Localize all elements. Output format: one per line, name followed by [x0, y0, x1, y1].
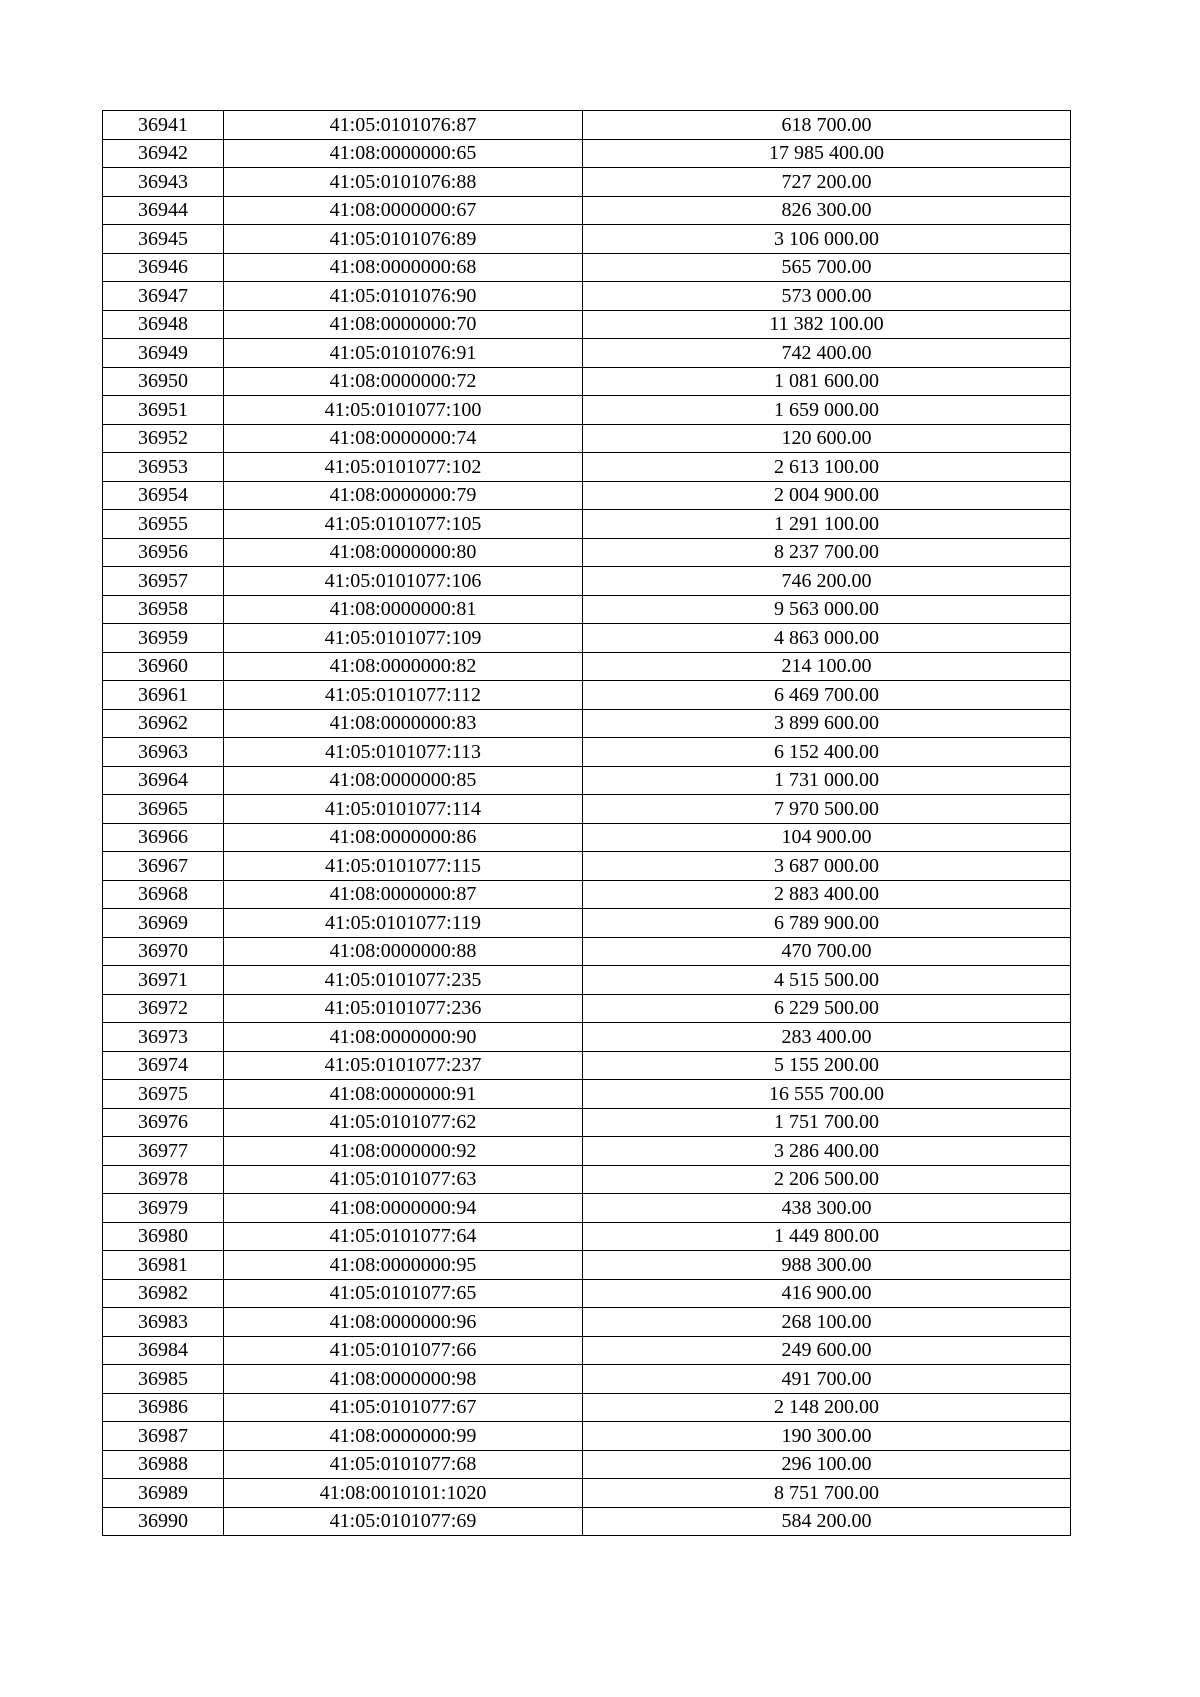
cadastral-value-cell: 3 687 000.00	[583, 852, 1071, 881]
cadastral-value-cell: 283 400.00	[583, 1023, 1071, 1052]
table-row	[103, 1450, 1071, 1479]
table-row	[103, 168, 1071, 197]
row-number-cell: 36961	[103, 681, 224, 710]
row-number-cell: 36964	[103, 766, 224, 795]
table-row	[103, 1194, 1071, 1223]
table-row	[103, 1051, 1071, 1080]
cadastral-number-cell: 41:08:0000000:92	[224, 1137, 583, 1166]
cadastral-value-cell: 3 899 600.00	[583, 709, 1071, 738]
cadastral-value-cell: 573 000.00	[583, 282, 1071, 311]
cadastral-value-cell: 2 613 100.00	[583, 453, 1071, 482]
table-row	[103, 510, 1071, 539]
table-row	[103, 766, 1071, 795]
row-number-cell: 36973	[103, 1023, 224, 1052]
table-row	[103, 1279, 1071, 1308]
cadastral-number-cell: 41:05:0101077:65	[224, 1279, 583, 1308]
row-number-cell: 36972	[103, 994, 224, 1023]
cadastral-value-cell: 6 152 400.00	[583, 738, 1071, 767]
row-number-cell: 36942	[103, 139, 224, 168]
cadastral-number-cell: 41:08:0000000:82	[224, 652, 583, 681]
cadastral-number-cell: 41:08:0000000:85	[224, 766, 583, 795]
cadastral-value-cell: 2 148 200.00	[583, 1393, 1071, 1422]
cadastral-value-cell: 1 731 000.00	[583, 766, 1071, 795]
cadastral-number-cell: 41:05:0101077:113	[224, 738, 583, 767]
cadastral-value-cell: 2 883 400.00	[583, 880, 1071, 909]
table-row	[103, 1308, 1071, 1337]
table-row	[103, 111, 1071, 140]
cadastral-value-cell: 8 751 700.00	[583, 1479, 1071, 1508]
cadastral-number-cell: 41:05:0101077:109	[224, 624, 583, 653]
table-row	[103, 738, 1071, 767]
cadastral-value-cell: 1 291 100.00	[583, 510, 1071, 539]
row-number-cell: 36948	[103, 310, 224, 339]
cadastral-number-cell: 41:08:0000000:98	[224, 1365, 583, 1394]
table-row	[103, 367, 1071, 396]
cadastral-value-cell: 618 700.00	[583, 111, 1071, 140]
row-number-cell: 36985	[103, 1365, 224, 1394]
cadastral-value-cell: 1 751 700.00	[583, 1108, 1071, 1137]
row-number-cell: 36950	[103, 367, 224, 396]
table-row	[103, 994, 1071, 1023]
table-row	[103, 567, 1071, 596]
table-row	[103, 909, 1071, 938]
cadastral-value-cell: 296 100.00	[583, 1450, 1071, 1479]
cadastral-value-cell: 727 200.00	[583, 168, 1071, 197]
table-row	[103, 795, 1071, 824]
table-row	[103, 225, 1071, 254]
row-number-cell: 36989	[103, 1479, 224, 1508]
cadastral-value-cell: 470 700.00	[583, 937, 1071, 966]
row-number-cell: 36951	[103, 396, 224, 425]
cadastral-number-cell: 41:08:0000000:74	[224, 424, 583, 453]
row-number-cell: 36990	[103, 1507, 224, 1536]
cadastral-value-table	[102, 110, 1071, 1536]
cadastral-value-cell: 249 600.00	[583, 1336, 1071, 1365]
row-number-cell: 36966	[103, 823, 224, 852]
row-number-cell: 36953	[103, 453, 224, 482]
row-number-cell: 36943	[103, 168, 224, 197]
cadastral-value-cell: 4 515 500.00	[583, 966, 1071, 995]
cadastral-number-cell: 41:05:0101077:237	[224, 1051, 583, 1080]
cadastral-value-cell: 11 382 100.00	[583, 310, 1071, 339]
cadastral-value-cell: 17 985 400.00	[583, 139, 1071, 168]
cadastral-number-cell: 41:08:0000000:65	[224, 139, 583, 168]
table-row	[103, 139, 1071, 168]
row-number-cell: 36982	[103, 1279, 224, 1308]
table-row	[103, 310, 1071, 339]
row-number-cell: 36984	[103, 1336, 224, 1365]
cadastral-number-cell: 41:05:0101077:67	[224, 1393, 583, 1422]
row-number-cell: 36979	[103, 1194, 224, 1223]
cadastral-number-cell: 41:05:0101076:89	[224, 225, 583, 254]
cadastral-number-cell: 41:05:0101076:90	[224, 282, 583, 311]
table-row	[103, 453, 1071, 482]
table-row	[103, 1165, 1071, 1194]
cadastral-number-cell: 41:05:0101077:106	[224, 567, 583, 596]
table-row	[103, 681, 1071, 710]
row-number-cell: 36946	[103, 253, 224, 282]
row-number-cell: 36976	[103, 1108, 224, 1137]
cadastral-value-cell: 742 400.00	[583, 339, 1071, 368]
cadastral-value-cell: 5 155 200.00	[583, 1051, 1071, 1080]
table-row	[103, 823, 1071, 852]
cadastral-value-cell: 438 300.00	[583, 1194, 1071, 1223]
cadastral-value-cell: 988 300.00	[583, 1251, 1071, 1280]
cadastral-number-cell: 41:05:0101077:69	[224, 1507, 583, 1536]
cadastral-value-cell: 3 286 400.00	[583, 1137, 1071, 1166]
cadastral-value-cell: 491 700.00	[583, 1365, 1071, 1394]
cadastral-value-cell: 8 237 700.00	[583, 538, 1071, 567]
row-number-cell: 36978	[103, 1165, 224, 1194]
cadastral-number-cell: 41:08:0000000:67	[224, 196, 583, 225]
cadastral-number-cell: 41:08:0000000:68	[224, 253, 583, 282]
row-number-cell: 36952	[103, 424, 224, 453]
row-number-cell: 36955	[103, 510, 224, 539]
cadastral-number-cell: 41:05:0101077:100	[224, 396, 583, 425]
cadastral-value-cell: 16 555 700.00	[583, 1080, 1071, 1109]
table-row	[103, 1251, 1071, 1280]
cadastral-number-cell: 41:08:0010101:1020	[224, 1479, 583, 1508]
cadastral-number-cell: 41:08:0000000:99	[224, 1422, 583, 1451]
cadastral-value-cell: 120 600.00	[583, 424, 1071, 453]
cadastral-number-cell: 41:08:0000000:96	[224, 1308, 583, 1337]
cadastral-number-cell: 41:05:0101077:235	[224, 966, 583, 995]
cadastral-number-cell: 41:08:0000000:88	[224, 937, 583, 966]
cadastral-value-cell: 3 106 000.00	[583, 225, 1071, 254]
row-number-cell: 36960	[103, 652, 224, 681]
row-number-cell: 36957	[103, 567, 224, 596]
cadastral-value-cell: 6 229 500.00	[583, 994, 1071, 1023]
cadastral-number-cell: 41:05:0101077:68	[224, 1450, 583, 1479]
table-row	[103, 595, 1071, 624]
cadastral-number-cell: 41:08:0000000:94	[224, 1194, 583, 1223]
cadastral-number-cell: 41:05:0101077:119	[224, 909, 583, 938]
table-row	[103, 1108, 1071, 1137]
cadastral-number-cell: 41:05:0101077:62	[224, 1108, 583, 1137]
row-number-cell: 36963	[103, 738, 224, 767]
cadastral-value-cell: 565 700.00	[583, 253, 1071, 282]
table-row	[103, 1080, 1071, 1109]
table-row	[103, 396, 1071, 425]
cadastral-number-cell: 41:08:0000000:83	[224, 709, 583, 738]
cadastral-number-cell: 41:05:0101077:64	[224, 1222, 583, 1251]
row-number-cell: 36962	[103, 709, 224, 738]
table-row	[103, 937, 1071, 966]
row-number-cell: 36986	[103, 1393, 224, 1422]
row-number-cell: 36956	[103, 538, 224, 567]
table-row	[103, 253, 1071, 282]
table-body	[103, 111, 1071, 1536]
cadastral-number-cell: 41:05:0101077:63	[224, 1165, 583, 1194]
table-row	[103, 196, 1071, 225]
row-number-cell: 36944	[103, 196, 224, 225]
cadastral-number-cell: 41:08:0000000:87	[224, 880, 583, 909]
table-row	[103, 1222, 1071, 1251]
cadastral-value-cell: 4 863 000.00	[583, 624, 1071, 653]
table-row	[103, 481, 1071, 510]
row-number-cell: 36988	[103, 1450, 224, 1479]
cadastral-number-cell: 41:08:0000000:80	[224, 538, 583, 567]
cadastral-number-cell: 41:05:0101076:88	[224, 168, 583, 197]
row-number-cell: 36945	[103, 225, 224, 254]
cadastral-number-cell: 41:05:0101077:102	[224, 453, 583, 482]
cadastral-number-cell: 41:08:0000000:72	[224, 367, 583, 396]
table-row	[103, 424, 1071, 453]
cadastral-value-cell: 2 206 500.00	[583, 1165, 1071, 1194]
row-number-cell: 36971	[103, 966, 224, 995]
table-row	[103, 1507, 1071, 1536]
row-number-cell: 36958	[103, 595, 224, 624]
cadastral-value-cell: 6 789 900.00	[583, 909, 1071, 938]
row-number-cell: 36949	[103, 339, 224, 368]
cadastral-number-cell: 41:05:0101076:91	[224, 339, 583, 368]
row-number-cell: 36969	[103, 909, 224, 938]
table-row	[103, 339, 1071, 368]
row-number-cell: 36947	[103, 282, 224, 311]
table-row	[103, 652, 1071, 681]
cadastral-number-cell: 41:05:0101077:115	[224, 852, 583, 881]
cadastral-number-cell: 41:08:0000000:86	[224, 823, 583, 852]
cadastral-value-cell: 584 200.00	[583, 1507, 1071, 1536]
cadastral-number-cell: 41:05:0101077:236	[224, 994, 583, 1023]
row-number-cell: 36954	[103, 481, 224, 510]
cadastral-value-cell: 1 081 600.00	[583, 367, 1071, 396]
cadastral-number-cell: 41:08:0000000:91	[224, 1080, 583, 1109]
row-number-cell: 36965	[103, 795, 224, 824]
row-number-cell: 36968	[103, 880, 224, 909]
cadastral-value-cell: 826 300.00	[583, 196, 1071, 225]
table-row	[103, 1422, 1071, 1451]
cadastral-value-cell: 214 100.00	[583, 652, 1071, 681]
cadastral-value-cell: 104 900.00	[583, 823, 1071, 852]
table-row	[103, 1365, 1071, 1394]
row-number-cell: 36975	[103, 1080, 224, 1109]
cadastral-value-cell: 190 300.00	[583, 1422, 1071, 1451]
row-number-cell: 36974	[103, 1051, 224, 1080]
cadastral-value-cell: 6 469 700.00	[583, 681, 1071, 710]
cadastral-value-cell: 268 100.00	[583, 1308, 1071, 1337]
cadastral-value-cell: 746 200.00	[583, 567, 1071, 596]
cadastral-value-cell: 9 563 000.00	[583, 595, 1071, 624]
cadastral-number-cell: 41:05:0101077:66	[224, 1336, 583, 1365]
cadastral-value-cell: 7 970 500.00	[583, 795, 1071, 824]
cadastral-number-cell: 41:08:0000000:90	[224, 1023, 583, 1052]
cadastral-number-cell: 41:05:0101076:87	[224, 111, 583, 140]
table-row	[103, 1336, 1071, 1365]
table-row	[103, 282, 1071, 311]
table-row	[103, 538, 1071, 567]
row-number-cell: 36980	[103, 1222, 224, 1251]
cadastral-number-cell: 41:05:0101077:112	[224, 681, 583, 710]
row-number-cell: 36941	[103, 111, 224, 140]
table-row	[103, 1393, 1071, 1422]
table-row	[103, 852, 1071, 881]
cadastral-value-cell: 2 004 900.00	[583, 481, 1071, 510]
table-row	[103, 1023, 1071, 1052]
row-number-cell: 36970	[103, 937, 224, 966]
table-row	[103, 1479, 1071, 1508]
row-number-cell: 36959	[103, 624, 224, 653]
cadastral-number-cell: 41:05:0101077:105	[224, 510, 583, 539]
cadastral-number-cell: 41:08:0000000:81	[224, 595, 583, 624]
table-row	[103, 709, 1071, 738]
cadastral-number-cell: 41:08:0000000:70	[224, 310, 583, 339]
table-row	[103, 880, 1071, 909]
row-number-cell: 36977	[103, 1137, 224, 1166]
cadastral-value-cell: 1 449 800.00	[583, 1222, 1071, 1251]
row-number-cell: 36987	[103, 1422, 224, 1451]
cadastral-number-cell: 41:08:0000000:79	[224, 481, 583, 510]
table-row	[103, 624, 1071, 653]
cadastral-value-cell: 1 659 000.00	[583, 396, 1071, 425]
row-number-cell: 36981	[103, 1251, 224, 1280]
row-number-cell: 36967	[103, 852, 224, 881]
table-row	[103, 1137, 1071, 1166]
cadastral-number-cell: 41:05:0101077:114	[224, 795, 583, 824]
table-row	[103, 966, 1071, 995]
row-number-cell: 36983	[103, 1308, 224, 1337]
cadastral-number-cell: 41:08:0000000:95	[224, 1251, 583, 1280]
cadastral-value-cell: 416 900.00	[583, 1279, 1071, 1308]
